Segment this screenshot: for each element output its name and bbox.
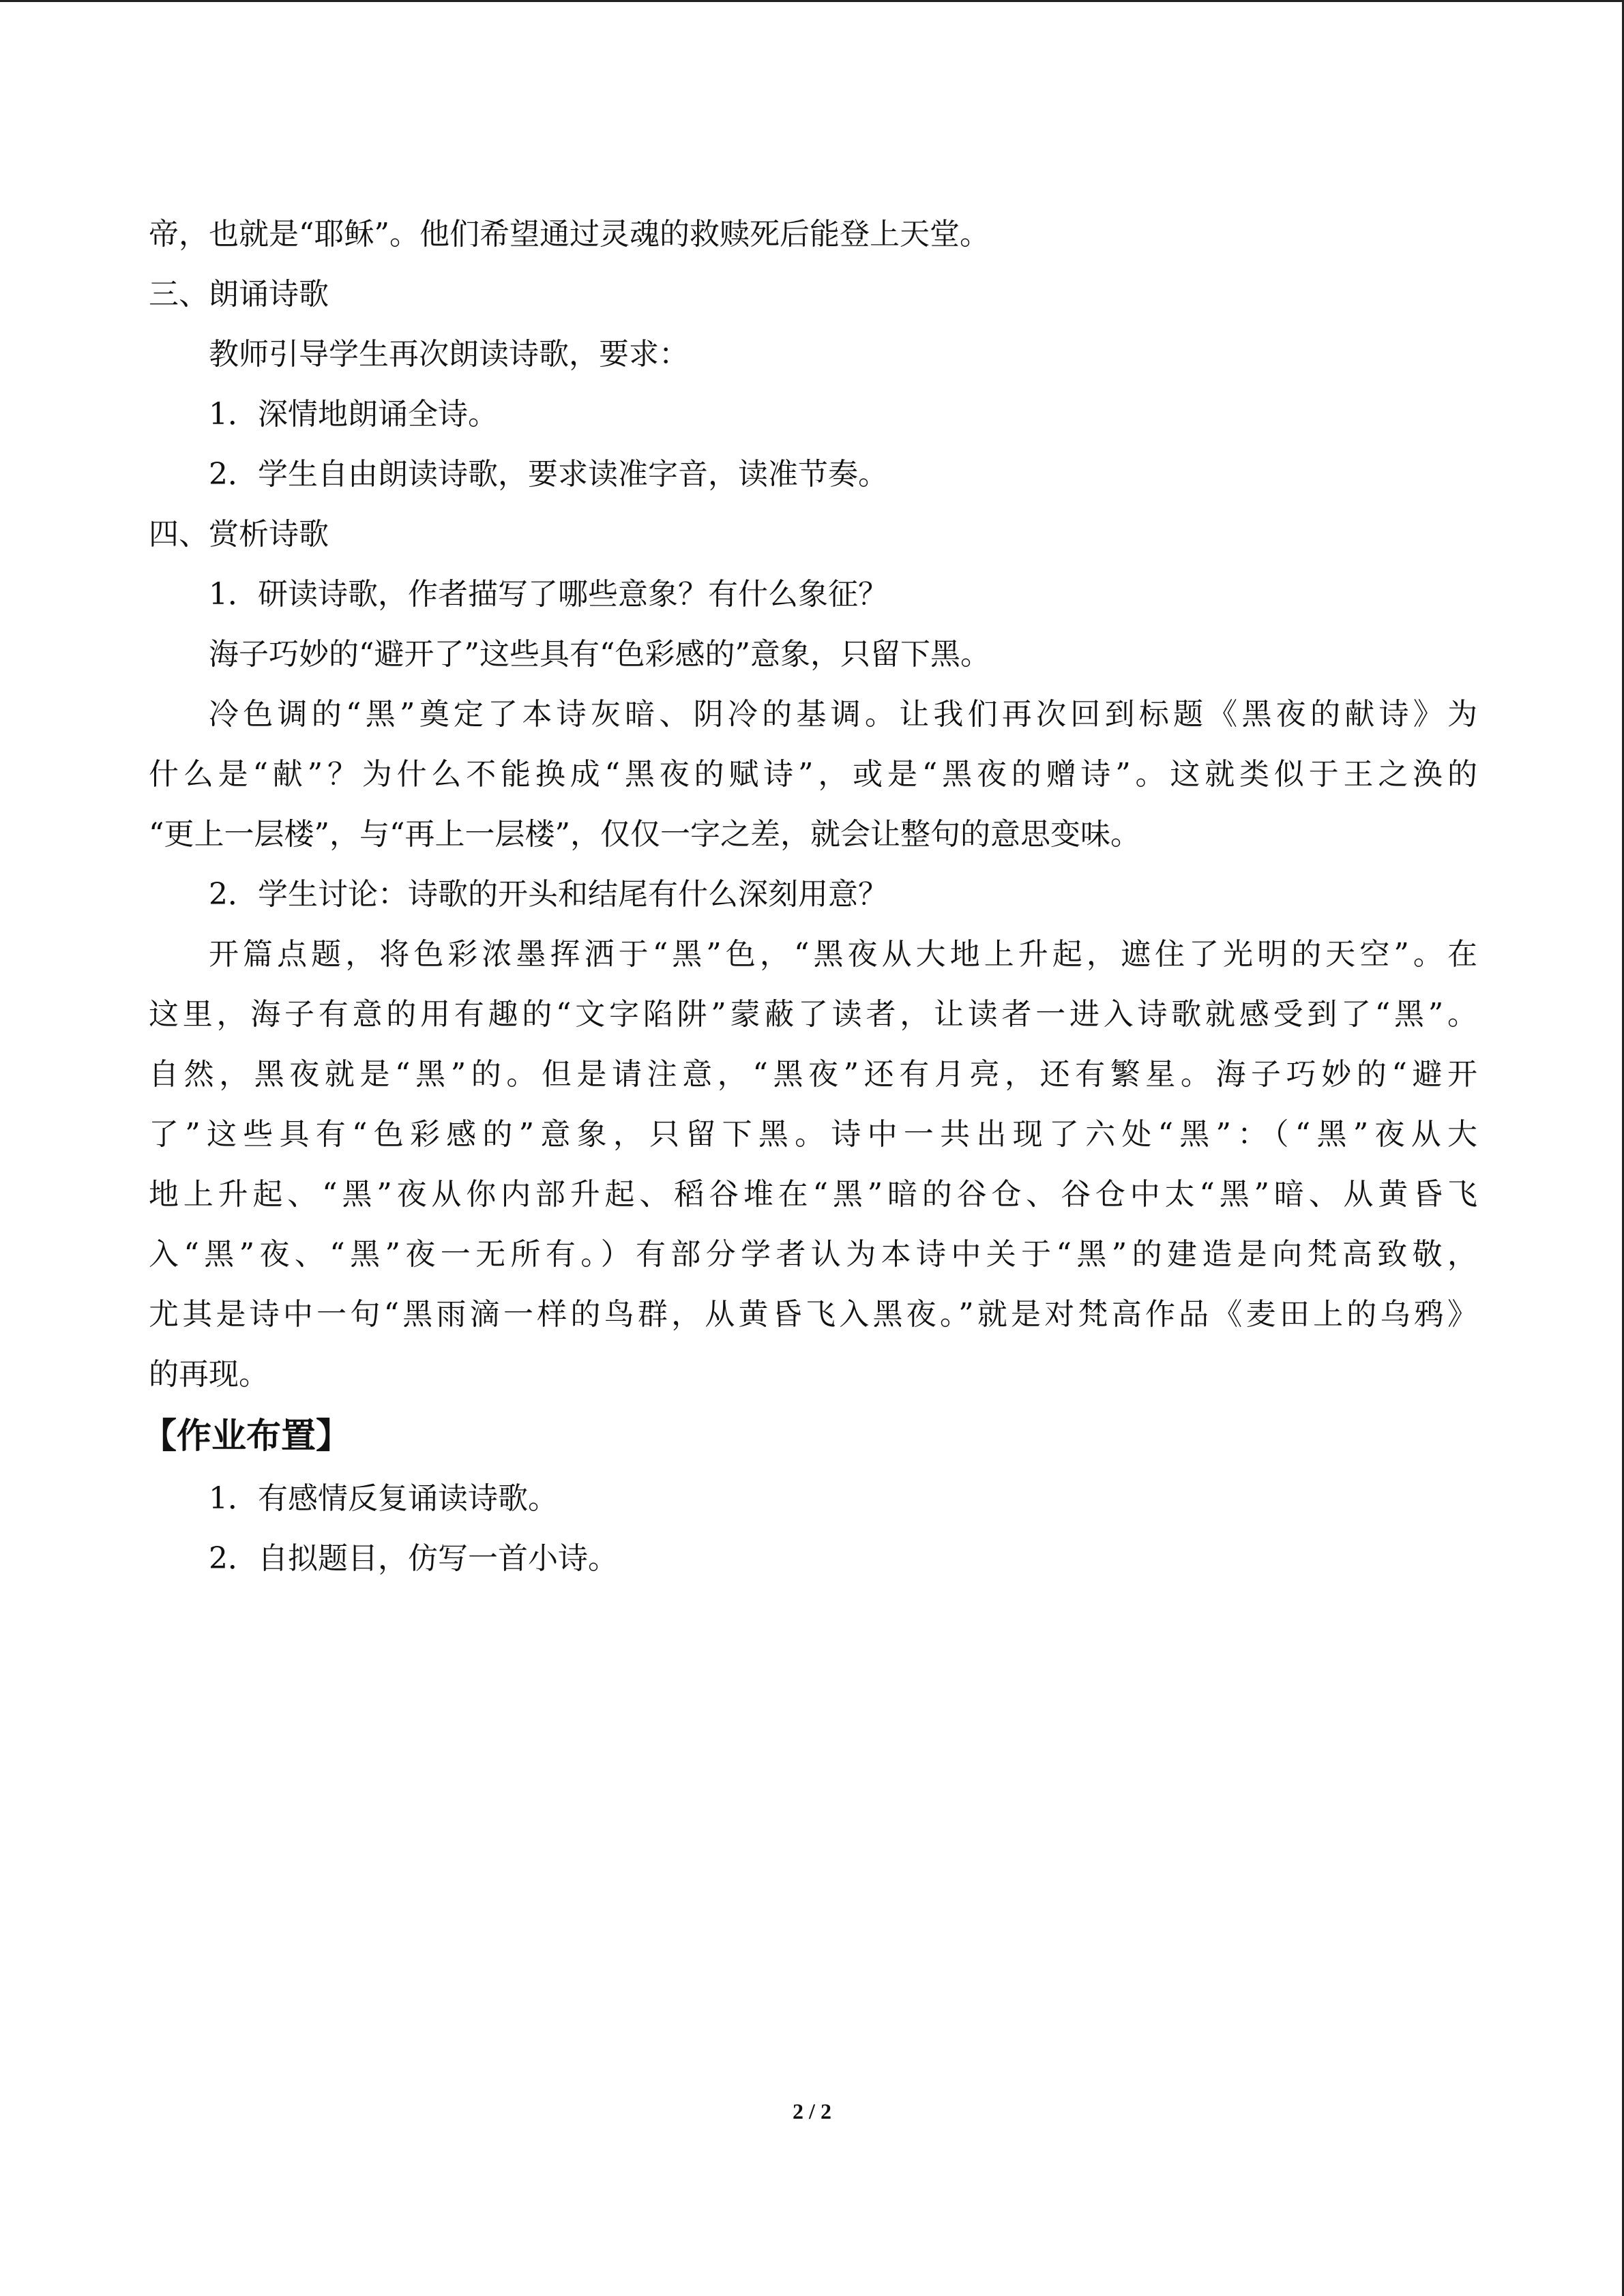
page-number: 2 / 2 <box>793 2099 831 2123</box>
paragraph-line: 这里，海子有意的用有趣的“文字陷阱”蒙蔽了读者，让读者一进入诗歌就感受到了“黑”。 <box>149 997 1477 1032</box>
paragraph-line: 地上升起、“黑”夜从你内部升起、稻谷堆在“黑”暗的谷仓、谷仓中太“黑”暗、从黄昏飞 <box>149 1177 1477 1212</box>
homework-item: 1．有感情反复诵读诗歌。 <box>209 1481 558 1516</box>
list-item: 1．研读诗歌，作者描写了哪些意象？有什么象征？ <box>209 577 888 612</box>
paragraph-line: 开篇点题，将色彩浓墨挥洒于“黑”色，“黑夜从大地上升起，遮住了光明的天空”。在 <box>209 937 1477 972</box>
paragraph-line: 海子巧妙的“避开了”这些具有“色彩感的”意象，只留下黑。 <box>209 637 990 672</box>
list-item: 1．深情地朗诵全诗。 <box>209 397 498 432</box>
paragraph-line: 尤其是诗中一句“黑雨滴一样的鸟群，从黄昏飞入黑夜。”就是对梵高作品《麦田上的乌鸦》 <box>149 1297 1477 1332</box>
list-item: 2．学生自由朗读诗歌，要求读准字音，读准节奏。 <box>209 457 888 492</box>
homework-item: 2．自拟题目，仿写一首小诗。 <box>209 1541 618 1576</box>
paragraph-line: 冷色调的“黑”奠定了本诗灰暗、阴冷的基调。让我们再次回到标题《黑夜的献诗》为 <box>209 697 1477 732</box>
section-heading-appreciate: 四、赏析诗歌 <box>149 517 329 552</box>
paragraph-line: “更上一层楼”，与“再上一层楼”，仅仅一字之差，就会让整句的意思变味。 <box>149 817 1140 852</box>
paragraph-line: 自然，黑夜就是“黑”的。但是请注意，“黑夜”还有月亮，还有繁星。海子巧妙的“避开 <box>149 1057 1477 1092</box>
paragraph-line: 帝，也就是“耶稣”。他们希望通过灵魂的救赎死后能登上天堂。 <box>149 217 990 252</box>
paragraph-line: 的再现。 <box>149 1357 269 1392</box>
homework-heading: 【作业布置】 <box>142 1416 351 1457</box>
document-body <box>142 205 1477 1589</box>
paragraph-line: 了”这些具有“色彩感的”意象，只留下黑。诗中一共出现了六处“黑”：（“黑”夜从大 <box>149 1117 1477 1152</box>
paragraph-line: 什么是“献”？为什么不能换成“黑夜的赋诗”，或是“黑夜的赠诗”。这就类似于王之涣的 <box>149 757 1477 792</box>
paragraph-line: 教师引导学生再次朗读诗歌，要求： <box>209 337 689 372</box>
list-item: 2．学生讨论：诗歌的开头和结尾有什么深刻用意？ <box>209 877 888 912</box>
section-heading-recite: 三、朗诵诗歌 <box>149 277 329 312</box>
page-border-top <box>0 0 1624 2</box>
paragraph-line: 入“黑”夜、“黑”夜一无所有。）有部分学者认为本诗中关于“黑”的建造是向梵高致敬， <box>149 1237 1477 1272</box>
